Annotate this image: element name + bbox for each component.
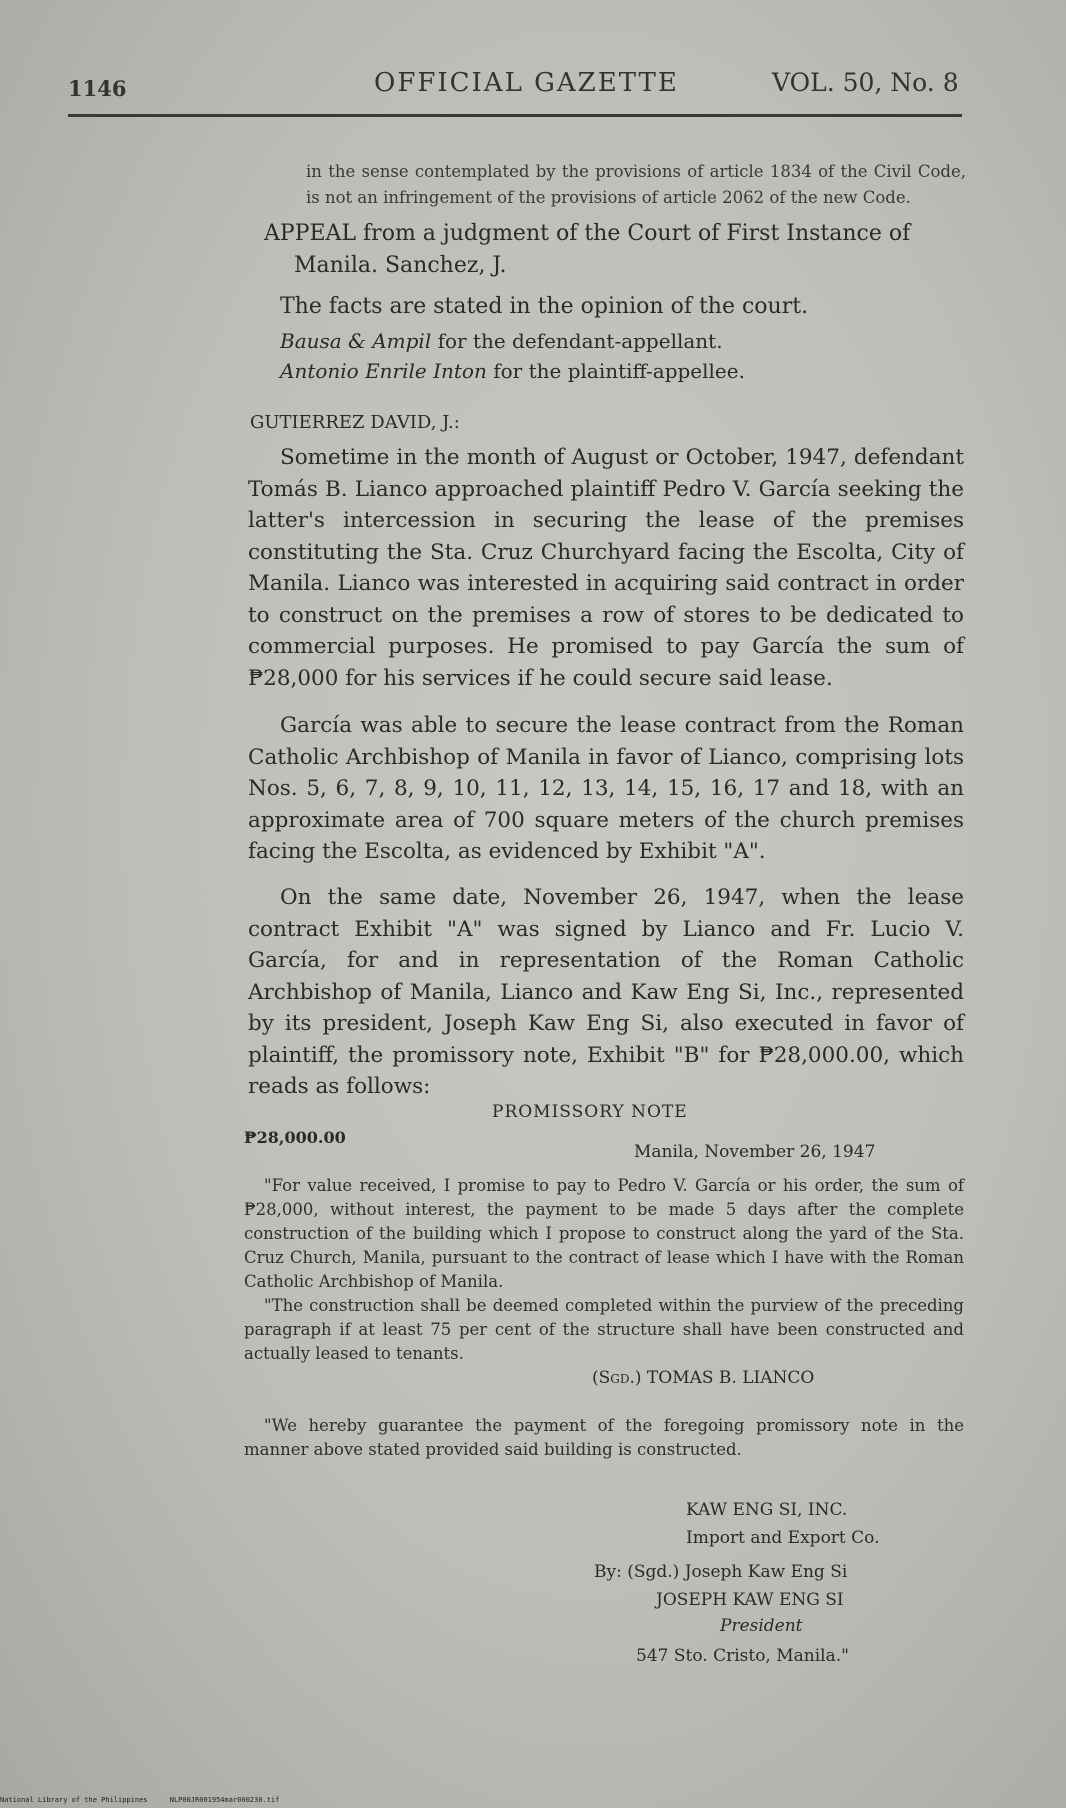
by-line: By: (Sgd.) Joseph Kaw Eng Si	[594, 1562, 848, 1582]
counsel-plaintiff	[280, 356, 960, 386]
footer-library: National Library of the Philippines	[0, 1796, 148, 1804]
plaintiff-counsel-role: for the plaintiff-appellee.	[486, 359, 745, 383]
scan-footer	[0, 1796, 297, 1804]
signature-lianco-text: (Sgd.) TOMAS B. LIANCO	[592, 1368, 815, 1388]
opinion-paragraph-2: García was able to secure the lease contract from the Roman Catholic Archbishop of Manila in favor of Lianco, comprising lots Nos. 5, 6, 7, 8, 9, 10, 11, 12, 13, 14, 15, 16, 17 and 18, with an approximate area of 700 square meters of the church premises facing the Escolta, as evidenced by Exhibit "A".	[248, 713, 964, 864]
note-amount: ₱28,000.00	[244, 1128, 346, 1147]
defendant-counsel-name: Bausa & Ampil	[280, 329, 432, 353]
guarantee-text: "We hereby guarantee the payment of the foregoing promissory note in the manner above stated provided said building is constructed.	[244, 1416, 964, 1459]
company-address: 547 Sto. Cristo, Manila."	[636, 1646, 849, 1666]
opinion-paragraph-3: On the same date, November 26, 1947, when the lease contract Exhibit "A" was signed by Lianco and Fr. Lucio V. García, for and in representation of the Roman Catholic Archbishop of Manila, Lianco and Kaw Eng Si, Inc., represented by its president, Joseph Kaw Eng Si, also executed in favor of plaintiff, the promissory note, Exhibit "B" for ₱28,000.00, which reads as follows:	[248, 885, 964, 1099]
plaintiff-counsel-name: Antonio Enrile Inton	[280, 359, 487, 383]
header-rule	[68, 114, 962, 117]
publication-title: OFFICIAL GAZETTE	[374, 68, 679, 98]
opinion-paragraph-1: Sometime in the month of August or October, 1947, defendant Tomás B. Lianco approached plaintiff Pedro V. García seeking the latter's intercession in securing the lease of the premises constituting the Sta. Cruz Churchyard facing the Escolta, City of Manila. Lianco was interested in acquiring said contract in order to construct on the premises a row of stores to be dedicated to commercial purposes. He promised to pay García the sum of ₱28,000 for his services if he could secure said lease.	[248, 445, 964, 691]
signer-title: President	[720, 1616, 803, 1636]
note-body-2: "The construction shall be deemed completed within the purview of the preceding paragraph if at least 75 per cent of the structure shall have been constructed and actually leased to tenants.	[244, 1296, 964, 1363]
appeal-line: APPEAL from a judgment of the Court of First Instance of Manila. Sanchez, J.	[264, 221, 911, 278]
footer-file: NLP00JR001954mar000230.tif	[169, 1796, 280, 1804]
counsel-defendant	[280, 326, 960, 356]
company-name: KAW ENG SI, INC.	[686, 1500, 848, 1520]
volume-number: VOL. 50, No. 8	[772, 68, 959, 97]
note-place-date: Manila, November 26, 1947	[634, 1142, 876, 1162]
defendant-counsel-role: for the defendant-appellant.	[431, 329, 723, 353]
note-body-1: "For value received, I promise to pay to Pedro V. García or his order, the sum of ₱28,000, without interest, the payment to be made 5 days after the complete construction of the building which I propose to construct along the yard of the Sta. Cruz Church, Manila, pursuant to the contract of lease which I have with the Roman Catholic Archbishop of Manila.	[244, 1176, 964, 1291]
promissory-note-title: PROMISSORY NOTE	[492, 1102, 688, 1122]
facts-line: The facts are stated in the opinion of the court.	[280, 294, 809, 319]
syllabus-text: in the sense contemplated by the provisions of article 1834 of the Civil Code, is not an infringement of the provisions of article 2062 of the new Code.	[306, 161, 966, 207]
company-description: Import and Export Co.	[686, 1528, 880, 1548]
ponente: GUTIERREZ DAVID, J.:	[250, 412, 460, 433]
signature-lianco	[592, 1368, 814, 1388]
signer-name: JOSEPH KAW ENG SI	[656, 1590, 844, 1610]
page-number: 1146	[68, 76, 127, 101]
